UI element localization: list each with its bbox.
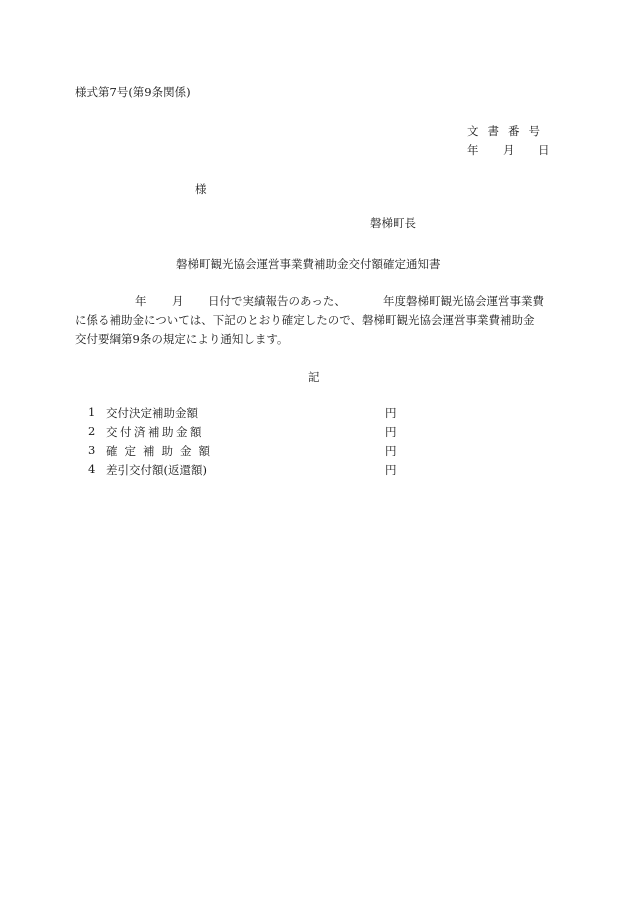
item-number: 2 bbox=[88, 424, 96, 438]
item-unit: 円 bbox=[385, 425, 397, 439]
item-unit: 円 bbox=[385, 406, 397, 420]
document-title: 磐梯町観光協会運営事業費補助金交付額確定通知書 bbox=[176, 257, 441, 271]
item-number: 1 bbox=[88, 405, 96, 419]
sender-name: 磐梯町長 bbox=[370, 216, 416, 230]
body-text-1: 日付で実績報告のあった、 bbox=[208, 294, 346, 308]
item-number: 4 bbox=[88, 462, 96, 476]
document-number-label: 文書番号 bbox=[467, 124, 549, 138]
item-label: 交付済補助金額 bbox=[106, 425, 204, 439]
item-label: 確定補助金額 bbox=[106, 444, 217, 458]
date-year: 年 bbox=[467, 143, 479, 157]
item-unit: 円 bbox=[385, 463, 397, 477]
body-text-1-end: 年度磐梯町観光協会運営事業費 bbox=[383, 294, 544, 308]
addressee-honorific: 様 bbox=[195, 182, 207, 196]
notes-heading: 記 bbox=[308, 370, 320, 384]
body-line-2: に係る補助金については、下記のとおり確定したので、磐梯町観光協会運営事業費補助金 bbox=[75, 313, 535, 327]
item-label: 交付決定補助金額 bbox=[106, 406, 198, 420]
date-month: 月 bbox=[503, 143, 515, 157]
body-month: 月 bbox=[172, 294, 184, 308]
body-year: 年 bbox=[135, 294, 147, 308]
body-line-3: 交付要綱第9条の規定により通知します。 bbox=[75, 332, 289, 346]
item-number: 3 bbox=[88, 443, 96, 457]
date-day: 日 bbox=[538, 143, 550, 157]
item-unit: 円 bbox=[385, 444, 397, 458]
form-number: 様式第7号(第9条関係) bbox=[75, 85, 191, 99]
item-label: 差引交付額(返還額) bbox=[106, 463, 207, 477]
